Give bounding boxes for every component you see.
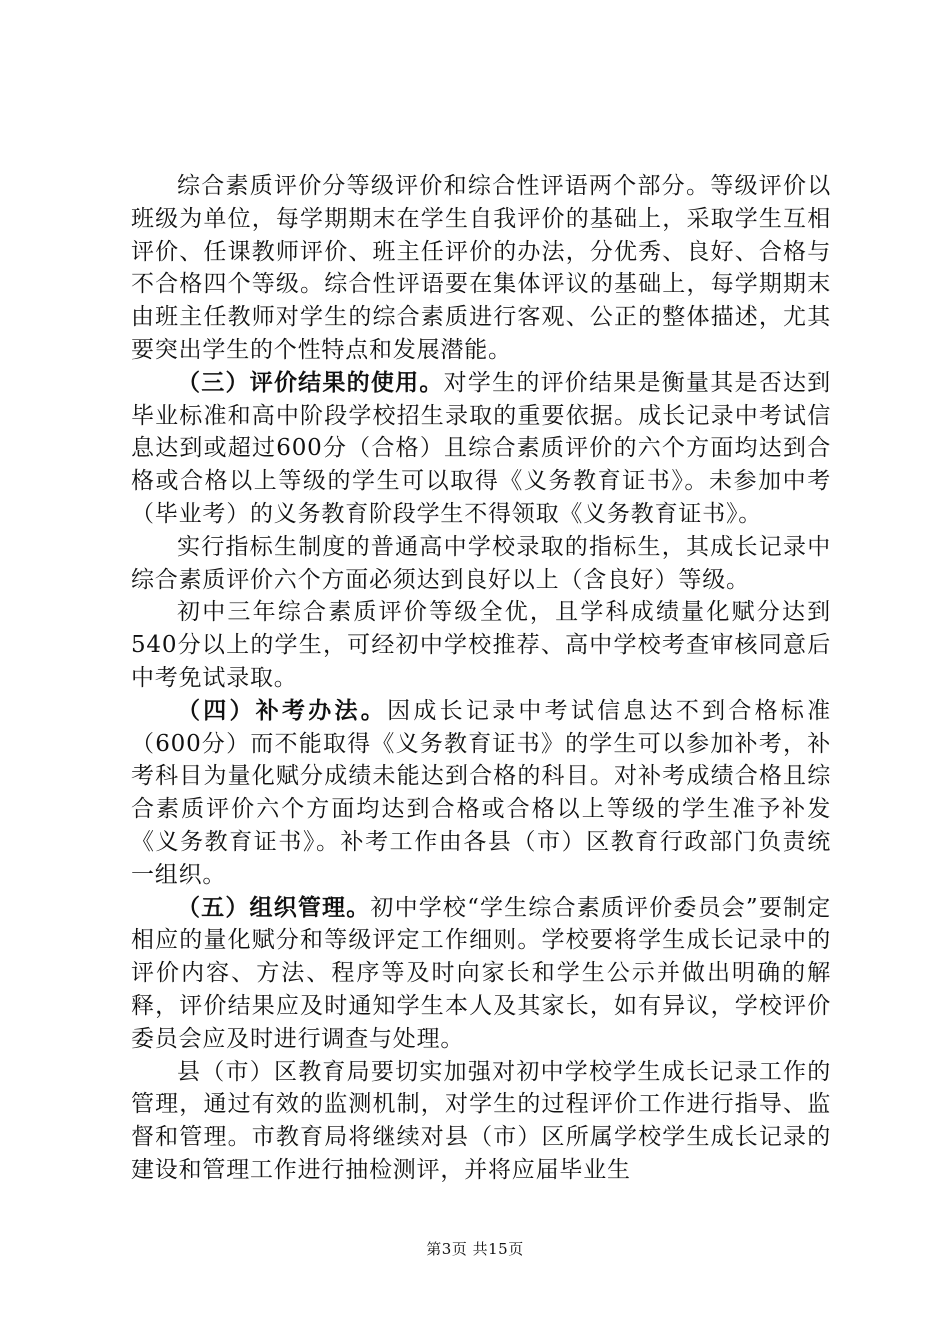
paragraph-text: 初中三年综合素质评价等级全优，且学科成绩量化赋分达到540分以上的学生，可经初中学校推荐、高中学校考查审核同意后中考免试录取。 [131, 599, 831, 691]
paragraph-text: 初中学校“学生综合素质评价委员会”要制定相应的量化赋分和等级评定工作细则。学校要将学生成长记录中的评价内容、方法、程序等及时向家长和学生公示并做出明确的解释，评价结果应及时通知学生本人及其家长，如有异议，学校评价委员会应及时进行调查与处理。 [131, 894, 831, 1052]
paragraph-comprehensive-evaluation [131, 170, 831, 367]
page-number-footer: 第3页 共15页 [426, 1240, 524, 1258]
paragraph-exam-exemption [131, 596, 831, 694]
paragraph-organization-management [131, 892, 831, 1056]
paragraph-text: 对学生的评价结果是衡量其是否达到毕业标准和高中阶段学校招生录取的重要依据。成长记录中考试信息达到或超过600分（合格）且综合素质评价的六个方面均达到合格或合格以上等级的学生可以取得《义务教育证书》。未参加中考（毕业考）的义务教育阶段学生不得领取《义务教育证书》。 [131, 369, 831, 527]
paragraph-text: 实行指标生制度的普通高中学校录取的指标生，其成长记录中综合素质评价六个方面必须达到良好以上（含良好）等级。 [131, 533, 831, 593]
paragraph-heading: （五）组织管理。 [177, 893, 371, 921]
paragraph-text: 县（市）区教育局要切实加强对初中学校学生成长记录工作的管理，通过有效的监测机制，对学生的过程评价工作进行指导、监督和管理。市教育局将继续对县（市）区所属学校学生成长记录的建设和管理工作进行抽检测评，并将应届毕业生 [131, 1058, 831, 1183]
paragraph-makeup-exam [131, 695, 831, 892]
paragraph-text: 因成长记录中考试信息达不到合格标准（600分）而不能取得《义务教育证书》的学生可以参加补考，补考科目为量化赋分成绩未能达到合格的科目。对补考成绩合格且综合素质评价六个方面均达到合格或合格以上等级的学生准予补发《义务教育证书》。补考工作由各县（市）区教育行政部门负责统一组织。 [131, 697, 831, 888]
document-body [131, 170, 831, 1187]
paragraph-heading: （三）评价结果的使用。 [177, 368, 444, 396]
paragraph-bureau-supervision [131, 1056, 831, 1187]
paragraph-text: 综合素质评价分等级评价和综合性评语两个部分。等级评价以班级为单位，每学期期末在学生自我评价的基础上，采取学生互相评价、任课教师评价、班主任评价的办法，分优秀、良好、合格与不合格四个等级。综合性评语要在集体评议的基础上，每学期期末由班主任教师对学生的综合素质进行客观、公正的整体描述，尤其要突出学生的个性特点和发展潜能。 [131, 173, 831, 363]
paragraph-quota-students [131, 531, 831, 597]
paragraph-heading: （四）补考办法。 [177, 696, 388, 724]
paragraph-result-usage [131, 367, 831, 531]
